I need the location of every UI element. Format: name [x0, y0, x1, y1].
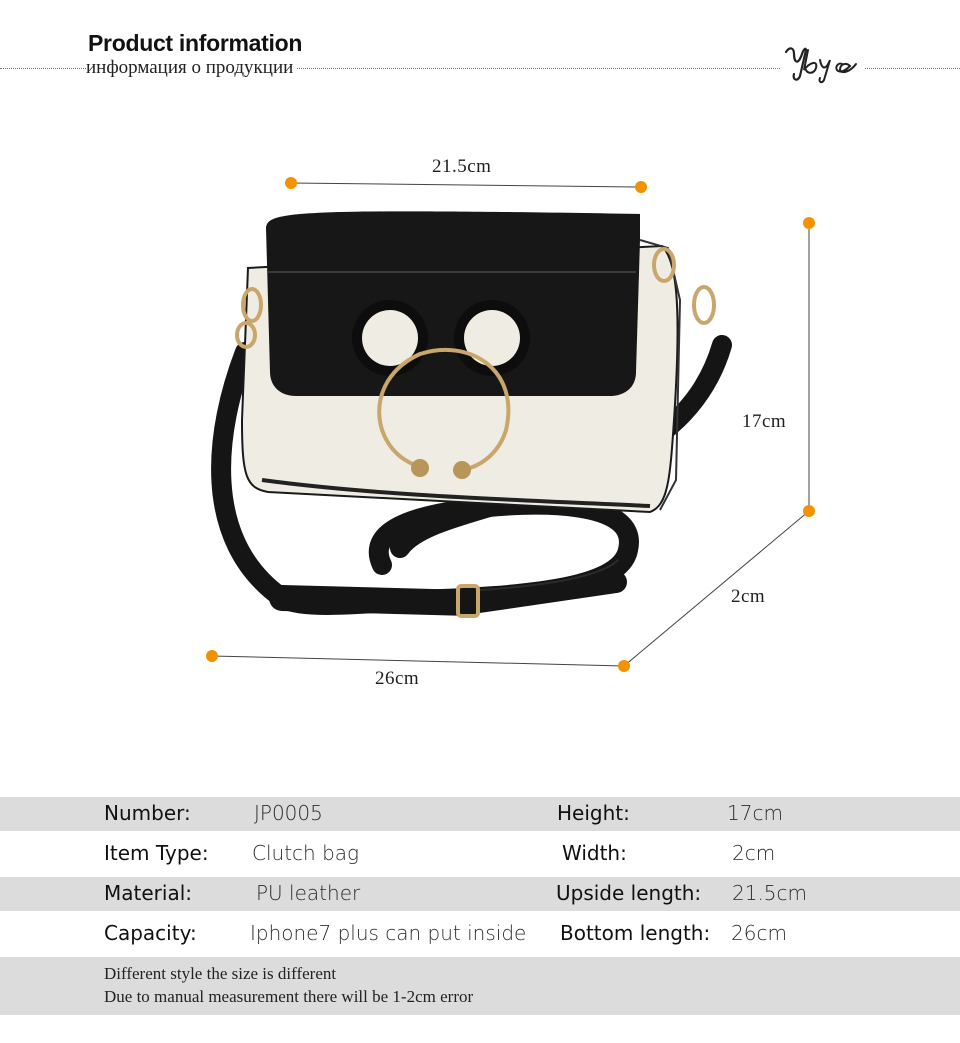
- upside-length-label: 21.5cm: [432, 156, 492, 177]
- note-line: Different style the size is different: [104, 964, 337, 983]
- spec-key-width: Width:: [562, 841, 627, 865]
- spec-value-number: JP0005: [254, 801, 323, 825]
- spec-value-height: 17cm: [727, 801, 783, 825]
- bag-flap: [266, 211, 640, 396]
- spec-value-bottom-length: 26cm: [731, 921, 787, 945]
- spec-key-upside-length: Upside length:: [556, 881, 702, 905]
- page-subtitle: информация о продукции: [86, 57, 297, 79]
- spec-value-upside-length: 21.5cm: [732, 881, 808, 905]
- spec-key-number: Number:: [104, 801, 191, 825]
- bottom-length-label: 26cm: [375, 668, 420, 689]
- spec-key-bottom-length: Bottom length:: [560, 921, 711, 945]
- spec-key-height: Height:: [557, 801, 630, 825]
- width-label: 2cm: [731, 586, 766, 607]
- page-title: Product information: [88, 30, 303, 56]
- spec-value-item-type: Clutch bag: [252, 841, 360, 865]
- spec-value-capacity: Iphone7 plus can put inside: [250, 921, 527, 945]
- spec-value-material: PU leather: [256, 881, 361, 905]
- spec-key-capacity: Capacity:: [104, 921, 197, 945]
- note-line: Due to manual measurement there will be 1-2cm error: [104, 987, 474, 1006]
- spec-value-width: 2cm: [732, 841, 776, 865]
- spec-key-item-type: Item Type:: [104, 841, 209, 865]
- height-label: 17cm: [742, 411, 787, 432]
- spec-key-material: Material:: [104, 881, 192, 905]
